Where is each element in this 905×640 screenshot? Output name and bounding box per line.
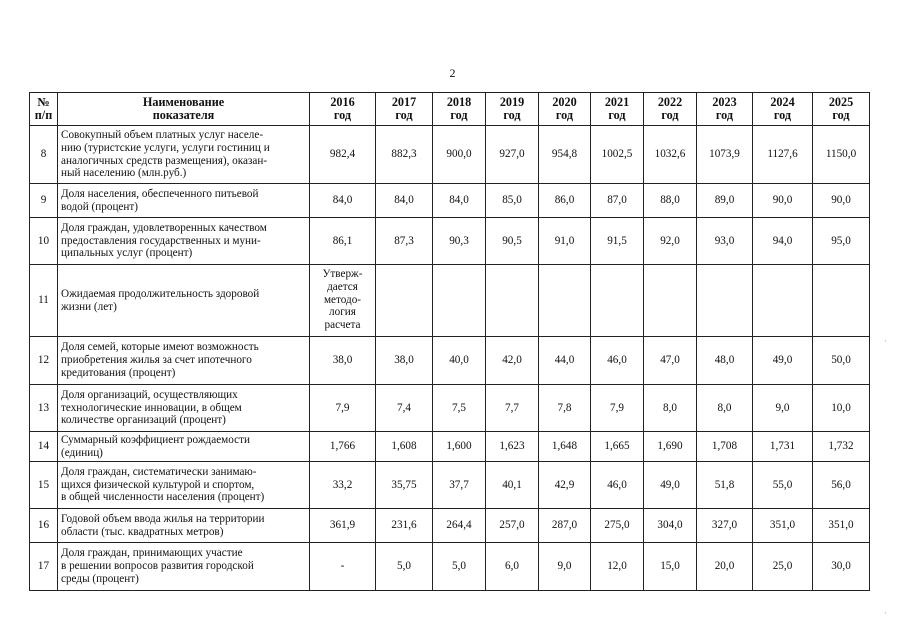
value-cell	[644, 265, 697, 337]
value-cell: 1127,6	[753, 126, 813, 184]
header-name: Наименование показателя	[58, 93, 310, 126]
indicator-name: Ожидаемая продолжительность здоровой жизни (лет)	[58, 265, 310, 337]
value-cell: 5,0	[433, 543, 486, 591]
header-year: 2016 год	[310, 93, 376, 126]
value-cell: 15,0	[644, 543, 697, 591]
value-cell: 231,6	[376, 509, 433, 543]
value-cell: 42,0	[486, 337, 539, 385]
value-cell: 9,0	[539, 543, 591, 591]
row-number: 11	[30, 265, 58, 337]
header-year: 2020 год	[539, 93, 591, 126]
value-cell: 49,0	[644, 462, 697, 509]
value-cell: 927,0	[486, 126, 539, 184]
header-year: 2025 год	[813, 93, 870, 126]
value-cell: 7,9	[310, 385, 376, 432]
header-year: 2018 год	[433, 93, 486, 126]
value-cell: 55,0	[753, 462, 813, 509]
indicator-name: Доля организаций, осуществляющих технологические инновации, в общем количестве организаций (процент)	[58, 385, 310, 432]
value-cell: 1,708	[697, 432, 753, 462]
value-cell	[753, 265, 813, 337]
value-cell: 7,5	[433, 385, 486, 432]
value-cell: 89,0	[697, 184, 753, 218]
margin-mark: ·	[884, 336, 887, 346]
table-row	[30, 265, 870, 337]
row-number: 13	[30, 385, 58, 432]
value-cell: 90,0	[753, 184, 813, 218]
value-cell: 40,1	[486, 462, 539, 509]
value-cell: 91,0	[539, 218, 591, 265]
header-row	[30, 93, 870, 126]
value-cell: 1,732	[813, 432, 870, 462]
header-year: 2019 год	[486, 93, 539, 126]
value-cell: 87,3	[376, 218, 433, 265]
value-cell	[486, 265, 539, 337]
table-row	[30, 337, 870, 385]
value-cell: 46,0	[591, 337, 644, 385]
value-cell: 12,0	[591, 543, 644, 591]
value-cell: 93,0	[697, 218, 753, 265]
indicator-name: Суммарный коэффициент рождаемости (единиц)	[58, 432, 310, 462]
value-cell: 25,0	[753, 543, 813, 591]
value-cell: 47,0	[644, 337, 697, 385]
value-cell: 1,623	[486, 432, 539, 462]
value-cell: -	[310, 543, 376, 591]
value-cell: 954,8	[539, 126, 591, 184]
value-cell: 90,3	[433, 218, 486, 265]
indicator-name: Доля граждан, удовлетворенных качеством предоставления государственных и муни- ципальных услуг (процент)	[58, 218, 310, 265]
value-cell: 6,0	[486, 543, 539, 591]
value-cell: 49,0	[753, 337, 813, 385]
page-number: 2	[449, 66, 456, 80]
value-cell: 84,0	[376, 184, 433, 218]
value-cell: 1,665	[591, 432, 644, 462]
value-cell: 84,0	[433, 184, 486, 218]
table-row	[30, 462, 870, 509]
value-cell: 40,0	[433, 337, 486, 385]
value-cell: 51,8	[697, 462, 753, 509]
indicator-name: Доля семей, которые имеют возможность приобретения жилья за счет ипотечного кредитования (процент)	[58, 337, 310, 385]
header-num: № п/п	[30, 93, 58, 126]
value-cell: 35,75	[376, 462, 433, 509]
row-number: 14	[30, 432, 58, 462]
value-cell: 1,600	[433, 432, 486, 462]
value-cell: 10,0	[813, 385, 870, 432]
value-cell: 56,0	[813, 462, 870, 509]
value-cell	[813, 265, 870, 337]
value-cell: 361,9	[310, 509, 376, 543]
table-row	[30, 184, 870, 218]
value-cell: 95,0	[813, 218, 870, 265]
value-cell: 90,0	[813, 184, 870, 218]
value-cell: 264,4	[433, 509, 486, 543]
value-cell: 87,0	[591, 184, 644, 218]
value-cell: 86,1	[310, 218, 376, 265]
value-cell: 20,0	[697, 543, 753, 591]
value-cell: 38,0	[310, 337, 376, 385]
value-cell: 86,0	[539, 184, 591, 218]
value-cell: 9,0	[753, 385, 813, 432]
value-cell: 88,0	[644, 184, 697, 218]
value-cell: 37,7	[433, 462, 486, 509]
value-cell: 44,0	[539, 337, 591, 385]
header-year: 2024 год	[753, 93, 813, 126]
indicator-name: Доля населения, обеспеченного питьевой водой (процент)	[58, 184, 310, 218]
value-cell: 1073,9	[697, 126, 753, 184]
value-cell: 33,2	[310, 462, 376, 509]
value-cell: 85,0	[486, 184, 539, 218]
table-row	[30, 432, 870, 462]
value-cell: 1,690	[644, 432, 697, 462]
value-cell: 7,8	[539, 385, 591, 432]
row-number: 12	[30, 337, 58, 385]
value-cell	[433, 265, 486, 337]
value-cell: 84,0	[310, 184, 376, 218]
table-row	[30, 543, 870, 591]
value-cell: 1,648	[539, 432, 591, 462]
value-cell: 327,0	[697, 509, 753, 543]
table-body	[30, 126, 870, 591]
table-row	[30, 218, 870, 265]
row-number: 10	[30, 218, 58, 265]
value-cell: 30,0	[813, 543, 870, 591]
value-cell: 1150,0	[813, 126, 870, 184]
value-cell: 92,0	[644, 218, 697, 265]
value-cell: 1032,6	[644, 126, 697, 184]
value-cell: 94,0	[753, 218, 813, 265]
value-cell: Утверж- дается методо- логия расчета	[310, 265, 376, 337]
value-cell: 5,0	[376, 543, 433, 591]
value-cell: 351,0	[813, 509, 870, 543]
value-cell: 882,3	[376, 126, 433, 184]
indicator-name: Доля граждан, принимающих участие в решении вопросов развития городской среды (процент)	[58, 543, 310, 591]
header-year: 2021 год	[591, 93, 644, 126]
value-cell: 275,0	[591, 509, 644, 543]
indicator-name: Совокупный объем платных услуг населе- нию (туристские услуги, услуги гостиниц и аналогичных средств размещения), оказан- ный населению (млн.руб.)	[58, 126, 310, 184]
row-number: 17	[30, 543, 58, 591]
table-row	[30, 385, 870, 432]
indicator-name: Доля граждан, систематически занимаю- щихся физической культурой и спортом, в общей численности населения (процент)	[58, 462, 310, 509]
row-number: 9	[30, 184, 58, 218]
value-cell: 8,0	[697, 385, 753, 432]
value-cell: 1,766	[310, 432, 376, 462]
value-cell: 42,9	[539, 462, 591, 509]
row-number: 8	[30, 126, 58, 184]
value-cell	[539, 265, 591, 337]
value-cell	[697, 265, 753, 337]
header-year: 2023 год	[697, 93, 753, 126]
value-cell: 1,731	[753, 432, 813, 462]
value-cell: 46,0	[591, 462, 644, 509]
value-cell: 90,5	[486, 218, 539, 265]
value-cell: 8,0	[644, 385, 697, 432]
indicator-name: Годовой объем ввода жилья на территории области (тыс. квадратных метров)	[58, 509, 310, 543]
value-cell: 91,5	[591, 218, 644, 265]
value-cell	[591, 265, 644, 337]
value-cell: 7,9	[591, 385, 644, 432]
value-cell: 7,4	[376, 385, 433, 432]
indicators-table	[29, 92, 870, 591]
header-year: 2022 год	[644, 93, 697, 126]
value-cell: 38,0	[376, 337, 433, 385]
row-number: 16	[30, 509, 58, 543]
value-cell: 50,0	[813, 337, 870, 385]
table-row	[30, 509, 870, 543]
table-row	[30, 126, 870, 184]
value-cell: 304,0	[644, 509, 697, 543]
value-cell: 1,608	[376, 432, 433, 462]
value-cell: 351,0	[753, 509, 813, 543]
value-cell: 900,0	[433, 126, 486, 184]
value-cell: 1002,5	[591, 126, 644, 184]
value-cell: 287,0	[539, 509, 591, 543]
value-cell: 48,0	[697, 337, 753, 385]
value-cell: 257,0	[486, 509, 539, 543]
header-year: 2017 год	[376, 93, 433, 126]
value-cell	[376, 265, 433, 337]
value-cell: 982,4	[310, 126, 376, 184]
value-cell: 7,7	[486, 385, 539, 432]
margin-mark: ·	[884, 608, 887, 618]
row-number: 15	[30, 462, 58, 509]
